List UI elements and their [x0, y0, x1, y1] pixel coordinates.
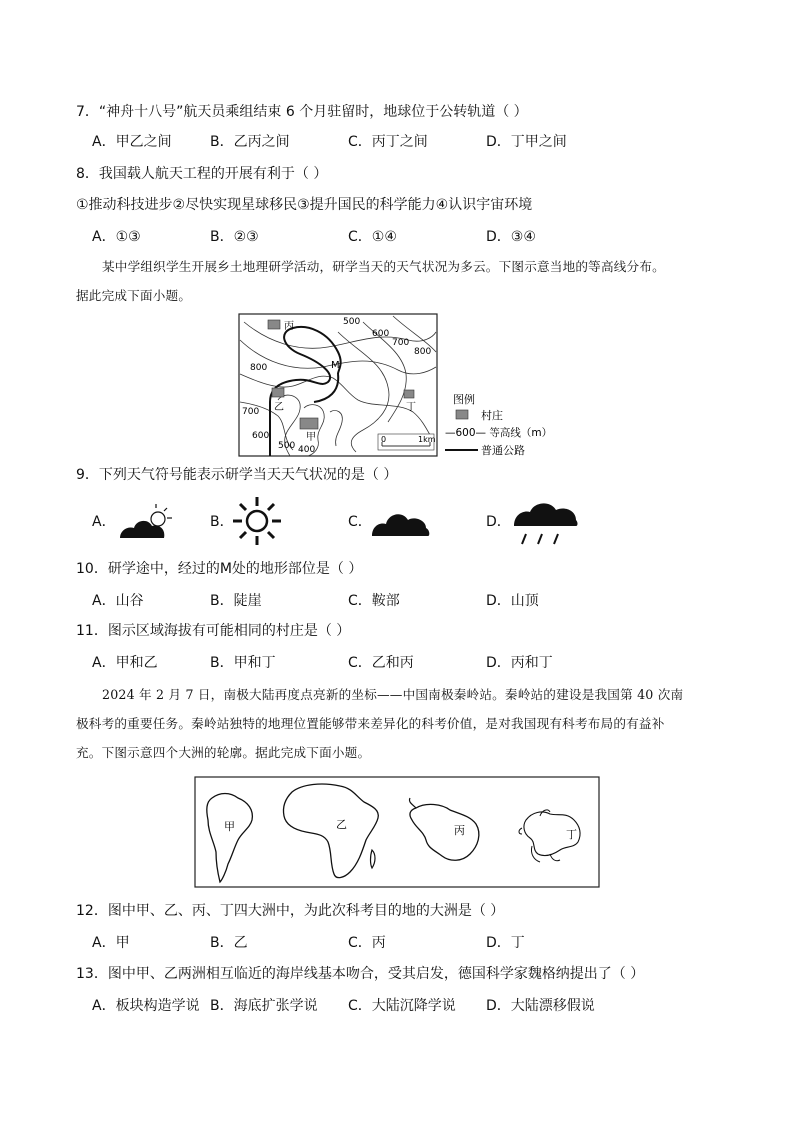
- q8-option-d[interactable]: D．③④: [486, 229, 536, 245]
- q9-stem: 9．下列天气符号能表示研学当天天气状况的是（ ）: [76, 467, 398, 483]
- village-label-yi: 乙: [274, 402, 284, 413]
- q13-option-b[interactable]: B．海底扩张学说: [210, 998, 318, 1014]
- q12-option-a[interactable]: A．甲: [92, 935, 130, 951]
- cloud-icon: [370, 506, 432, 538]
- contour-label: 400: [298, 445, 316, 455]
- scale-label-km: 1km: [418, 435, 436, 444]
- q8-stem: 8．我国载人航天工程的开展有利于（ ）: [76, 166, 328, 182]
- q10-stem: 10．研学途中，经过的M处的地形部位是（ ）: [76, 561, 363, 577]
- cloud-with-sun-icon: [118, 504, 178, 540]
- contour-label: 700: [392, 338, 410, 348]
- q10-option-b[interactable]: B．陡崖: [210, 593, 262, 609]
- village-icon: [268, 320, 280, 329]
- legend-title: 图例: [453, 393, 475, 406]
- legend-contour-label: —600— 等高线（m）: [445, 427, 553, 439]
- legend-village-icon: [456, 410, 468, 419]
- q7-option-d[interactable]: D．丁甲之间: [486, 134, 567, 150]
- q11-option-b[interactable]: B．甲和丁: [210, 655, 276, 671]
- madagascar-outline: [371, 850, 376, 868]
- q9-option-c[interactable]: C．: [348, 514, 372, 530]
- q12-stem: 12．图中甲、乙、丙、丁四大洲中，为此次科考目的地的大洲是（ ）: [76, 903, 505, 919]
- continent-label-jia: 甲: [224, 820, 235, 833]
- scale-label-zero: 0: [381, 435, 387, 444]
- contour-label: 600: [252, 431, 270, 441]
- village-label-bing: 丙: [284, 321, 294, 332]
- q8-option-b[interactable]: B．②③: [210, 229, 259, 245]
- contour-label: 500: [278, 441, 296, 451]
- legend-road-label: 普通公路: [481, 444, 525, 457]
- contour-label: 800: [250, 363, 268, 373]
- q11-option-a[interactable]: A．甲和乙: [92, 655, 158, 671]
- passage-1: [76, 252, 736, 310]
- contour-label: 700: [242, 407, 260, 417]
- q7-stem: 7．“神舟十八号”航天员乘组结束 6 个月驻留时，地球位于公转轨道（ ）: [76, 104, 528, 120]
- q12-option-c[interactable]: C．丙: [348, 935, 386, 951]
- continent-label-yi: 乙: [336, 818, 347, 831]
- sun-icon: [232, 496, 282, 546]
- rain-cloud-icon: [512, 500, 580, 548]
- q8-option-a[interactable]: A．①③: [92, 229, 141, 245]
- q11-option-c[interactable]: C．乙和丙: [348, 655, 414, 671]
- continent-label-ding: 丁: [566, 828, 577, 841]
- passage-2-line-3: 充。下图示意四个大洲的轮廓。据此完成下面小题。: [76, 745, 371, 760]
- passage-2-line-2: 极科考的重要任务。秦岭站独特的地理位置能够带来差异化的科考价值，是对我国现有科考布局的有益补: [76, 716, 665, 731]
- q8-option-c[interactable]: C．①④: [348, 229, 397, 245]
- q13-option-c[interactable]: C．大陆沉降学说: [348, 998, 456, 1014]
- legend-village-label: 村庄: [481, 409, 503, 422]
- passage-2-line-1: 2024 年 2 月 7 日，南极大陆再度点亮新的坐标——中国南极秦岭站。秦岭站的建设是我国第 40 次南: [102, 687, 684, 702]
- antarctica-outline: [410, 804, 479, 860]
- q7-option-c[interactable]: C．丙丁之间: [348, 134, 428, 150]
- q13-stem: 13．图中甲、乙两洲相互临近的海岸线基本吻合，受其启发，德国科学家魏格纳提出了（ ）: [76, 966, 645, 982]
- continent-label-bing: 丙: [454, 824, 465, 837]
- continents-map-figure: [194, 776, 600, 888]
- contour-label: 600: [372, 329, 390, 339]
- contour-line: [330, 410, 342, 446]
- q10-option-c[interactable]: C．鞍部: [348, 593, 400, 609]
- village-icon: [272, 388, 284, 397]
- q12-option-d[interactable]: D．丁: [486, 935, 525, 951]
- road-line: [314, 374, 338, 402]
- passage-1-line-2: 据此完成下面小题。: [76, 288, 192, 303]
- q13-option-d[interactable]: D．大陆漂移假说: [486, 998, 595, 1014]
- q7-option-b[interactable]: B．乙丙之间: [210, 134, 290, 150]
- village-label-ding: 丁: [406, 402, 416, 413]
- q9-option-d[interactable]: D．: [486, 514, 511, 530]
- contour-label: 800: [414, 347, 432, 357]
- q13-option-a[interactable]: A．板块构造学说: [92, 998, 200, 1014]
- q10-option-a[interactable]: A．山谷: [92, 593, 144, 609]
- q7-option-a[interactable]: A．甲乙之间: [92, 134, 172, 150]
- q8-items: ①推动科技进步②尽快实现星球移民③提升国民的科学能力④认识宇宙环境: [76, 197, 533, 213]
- q10-option-d[interactable]: D．山顶: [486, 593, 539, 609]
- africa-outline: [283, 784, 378, 878]
- q11-stem: 11．图示区域海拔有可能相同的村庄是（ ）: [76, 623, 351, 639]
- continents-map-frame: [195, 777, 599, 887]
- q11-option-d[interactable]: D．丙和丁: [486, 655, 553, 671]
- contour-map-figure: [238, 312, 558, 460]
- passage-2: [76, 680, 736, 767]
- village-label-jia: 甲: [306, 432, 316, 443]
- village-icon: [404, 390, 414, 398]
- contour-label: 500: [343, 317, 361, 327]
- village-icon: [300, 418, 318, 429]
- q12-option-b[interactable]: B．乙: [210, 935, 248, 951]
- passage-1-line-1: 某中学组织学生开展乡土地理研学活动，研学当天的天气状况为多云。下图示意当地的等高线分布。: [102, 259, 665, 274]
- south-america-outline: [207, 794, 253, 883]
- q9-option-a[interactable]: A．: [92, 514, 116, 530]
- point-m-label: M: [331, 360, 340, 371]
- q9-option-b[interactable]: B．: [210, 514, 234, 530]
